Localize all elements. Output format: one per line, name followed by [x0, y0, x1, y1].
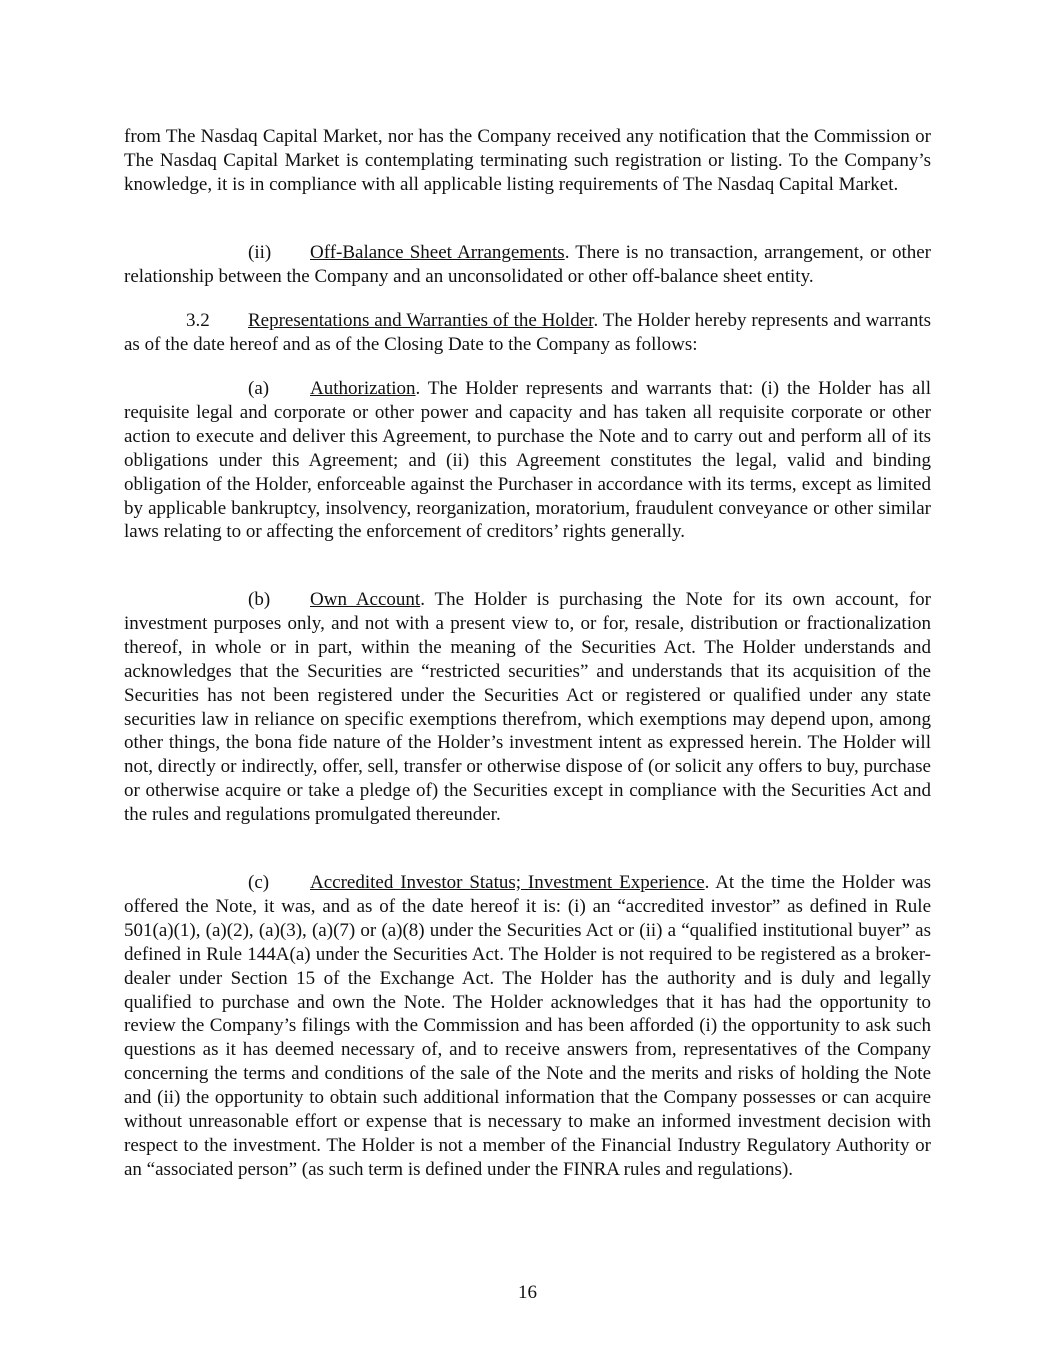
clause-marker: (c): [248, 872, 270, 893]
clause-heading: Accredited Investor Status; Investment Experience: [310, 872, 705, 893]
page-number: 16: [518, 1282, 537, 1303]
paragraph-text: . The Holder hereby represents and warrants as of the date hereof and as of the Closing Date to the Company as follows:: [124, 310, 931, 355]
clause-marker: (a): [248, 378, 270, 399]
paragraph-text: . The Holder represents and warrants that: (i) the Holder has all requisite legal and corporate or other power and capacity and has taken all requisite corporate or other action to execute and deliver this Agreement, to purchase the Note and to carry out and perform all of its obligations under this Agreement; and (ii) this Agreement constitutes the legal, valid and binding obligation of the Holder, enforceable against the Purchaser in accordance with its terms, except as limited by applicable bankruptcy, insolvency, reorganization, moratorium, fraudulent conveyance or other similar laws relating to or affecting the enforcement of creditors’ rights generally.: [124, 378, 931, 543]
clause-heading: Authorization: [310, 378, 416, 399]
paragraph-own-account: [124, 588, 931, 827]
paragraph-nasdaq-continuation: [124, 125, 931, 197]
clause-heading: Own Account: [310, 589, 421, 610]
clause-marker: (b): [248, 589, 271, 610]
paragraph-text: . The Holder is purchasing the Note for its own account, for investment purposes only, and not with a present view to, or for, resale, distribution or fractionalization thereof, in whole or in part, within the meaning of the Securities Act. The Holder understands and acknowledges that the Securities are “restricted securities” and understands that its acquisition of the Securities has not been registered under the Securities Act or registered or qualified under any state securities law in reliance on specific exemptions therefrom, which exemptions may depend upon, among other things, the bona fide nature of the Holder’s investment intent as expressed herein. The Holder will not, directly or indirectly, offer, sell, transfer or otherwise dispose of (or solicit any offers to buy, purchase or otherwise acquire or take a pledge of) the Securities except in compliance with the Securities Act and the rules and regulations promulgated thereunder.: [124, 589, 931, 826]
clause-marker: (ii): [248, 242, 272, 263]
section-heading: Representations and Warranties of the Holder: [248, 310, 594, 331]
paragraph-accredited-investor: [124, 871, 931, 1182]
paragraph-text: . There is no transaction, arrangement, or other relationship between the Company and an unconsolidated or other off-balance sheet entity.: [124, 242, 932, 287]
paragraph-section-3-2: [124, 309, 931, 357]
paragraph-text: from The Nasdaq Capital Market, nor has the Company received any notification that the Commission or The Nasdaq Capital Market is contemplating terminating such registration or listing. To the Company’s knowledge, it is in compliance with all applicable listing requirements of The Nasdaq Capital Market.: [124, 126, 931, 195]
paragraph-off-balance-sheet: [124, 241, 931, 289]
paragraph-text: . At the time the Holder was offered the Note, it was, and as of the date hereof it is: (i) an “accredited investor” as defined in Rule 501(a)(1), (a)(2), (a)(3), (a)(7) or (a)(8) under the Securities Act or (ii) a “qualified institutional buyer” as defined in Rule 144A(a) under the Securities Act. The Holder is not required to be registered as a broker-dealer under Section 15 of the Exchange Act. The Holder has the authority and is duly and legally qualified to purchase and own the Note. The Holder acknowledges that it has had the opportunity to review the Company’s filings with the Commission and has been afforded (i) the opportunity to ask such questions as it has deemed necessary of, and to receive answers from, representatives of the Company concerning the terms and conditions of the sale of the Note and the merits and risks of holding the Note and (ii) the opportunity to obtain such additional information that the Company possesses or can acquire without unreasonable effort or expense that is necessary to make an informed investment decision with respect to the investment. The Holder is not a member of the Financial Industry Regulatory Authority or an “associated person” (as such term is defined under the FINRA rules and regulations).: [124, 872, 931, 1180]
paragraph-authorization: [124, 377, 931, 544]
section-number: 3.2: [186, 310, 210, 331]
clause-heading: Off-Balance Sheet Arrangements: [310, 242, 565, 263]
